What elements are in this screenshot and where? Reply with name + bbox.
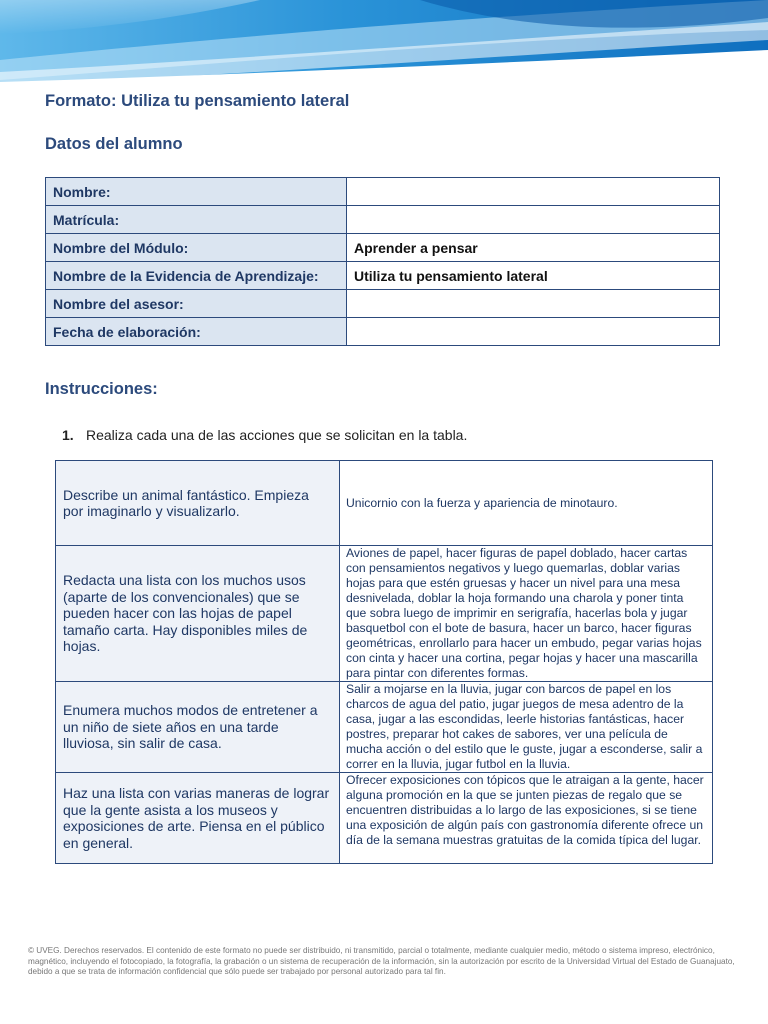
instruction-step xyxy=(62,427,467,443)
table-row xyxy=(46,262,720,290)
activity-prompt: Redacta una lista con los muchos usos (aparte de los convencionales) que se pueden hacer con las hojas de papel tamaño carta. Hay disponibles miles de hojas. xyxy=(56,546,340,682)
field-label: Nombre del asesor: xyxy=(46,290,347,318)
activity-answer: Aviones de papel, hacer figuras de papel doblado, hacer cartas con pensamientos negativos y luego quemarlas, doblar varias hojas para que estén gruesas y hacer un nivel para una mesa desnivelada, doblar la hoja formando una charola y poner tinta que sobra luego de imprimir en serigrafía, hacerlas bola y jugar basquetbol con el bote de basura, hacer un barco, hacer figuras geométricas, enrollarlo para hacer un embudo, pegar varias hojas con cinta y hacer una cortina, pegar hojas y hacer una mascarilla para pintar con diferentes formas. xyxy=(340,546,713,682)
field-value-modulo: Aprender a pensar xyxy=(347,234,720,262)
field-value-matricula xyxy=(347,206,720,234)
activity-answer: Salir a mojarse en la lluvia, jugar con barcos de papel en los charcos de agua del patio, jugar juegos de mesa adentro de la casa, jugar a las escondidas, leerle historias fantásticas, hacer postres, preparar hot cakes de sabores, ver una película de mucha acción o del estilo que le guste, jugar a esconderse, salir a correr en la lluvia, jugar futbol en la lluvia. xyxy=(340,682,713,773)
student-data-table xyxy=(45,177,720,346)
section-title-instructions: Instrucciones: xyxy=(45,380,158,398)
activity-answer: Unicornio con la fuerza y apariencia de minotauro. xyxy=(340,461,713,546)
header-banner-graphic xyxy=(0,0,768,88)
field-value-nombre xyxy=(347,178,720,206)
step-number: 1. xyxy=(62,427,74,443)
table-row xyxy=(56,461,713,546)
field-value-asesor xyxy=(347,290,720,318)
table-row xyxy=(56,546,713,682)
table-row xyxy=(46,318,720,346)
activity-prompt: Enumera muchos modos de entretener a un niño de siete años en una tarde lluviosa, sin salir de casa. xyxy=(56,682,340,773)
field-label: Nombre de la Evidencia de Aprendizaje: xyxy=(46,262,347,290)
activity-prompt: Describe un animal fantástico. Empieza por imaginarlo y visualizarlo. xyxy=(56,461,340,546)
copyright-footer: © UVEG. Derechos reservados. El contenido de este formato no puede ser distribuido, ni transmitido, parcial o totalmente, mediante cualquier medio, método o sistema impreso, electrónico, magnético, incluyendo el fotocopiado, la fotografía, la grabación o un sistema de recuperación de la información, sin la autorización por escrito de la Universidad Virtual del Estado de Guanajuato, debido a que se trata de información confidencial que sólo puede ser trabajado por personal autorizado para tal fin. xyxy=(28,946,735,977)
field-label: Fecha de elaboración: xyxy=(46,318,347,346)
activity-answer: Ofrecer exposiciones con tópicos que le atraigan a la gente, hacer alguna promoción en la que se junten piezas de regalo que se encuentren distribuidas a lo largo de las exposiciones, si se tiene una exposición de algún país con gastronomía diferente ofrece un día de la semana muestras gratuitas de la comida típica del lugar. xyxy=(340,773,713,864)
table-row xyxy=(46,178,720,206)
field-label: Nombre del Módulo: xyxy=(46,234,347,262)
header-banner xyxy=(0,0,768,88)
table-row xyxy=(46,206,720,234)
table-row xyxy=(46,234,720,262)
section-title-student-data: Datos del alumno xyxy=(45,135,183,153)
table-row xyxy=(56,773,713,864)
field-value-evidencia: Utiliza tu pensamiento lateral xyxy=(347,262,720,290)
field-label: Matrícula: xyxy=(46,206,347,234)
document-title: Formato: Utiliza tu pensamiento lateral xyxy=(45,92,350,110)
activities-table xyxy=(55,460,713,864)
table-row xyxy=(46,290,720,318)
field-label: Nombre: xyxy=(46,178,347,206)
activity-prompt: Haz una lista con varias maneras de lograr que la gente asista a los museos y exposiciones de arte. Piensa en el público en general. xyxy=(56,773,340,864)
field-value-fecha xyxy=(347,318,720,346)
step-text: Realiza cada una de las acciones que se solicitan en la tabla. xyxy=(86,427,468,443)
table-row xyxy=(56,682,713,773)
